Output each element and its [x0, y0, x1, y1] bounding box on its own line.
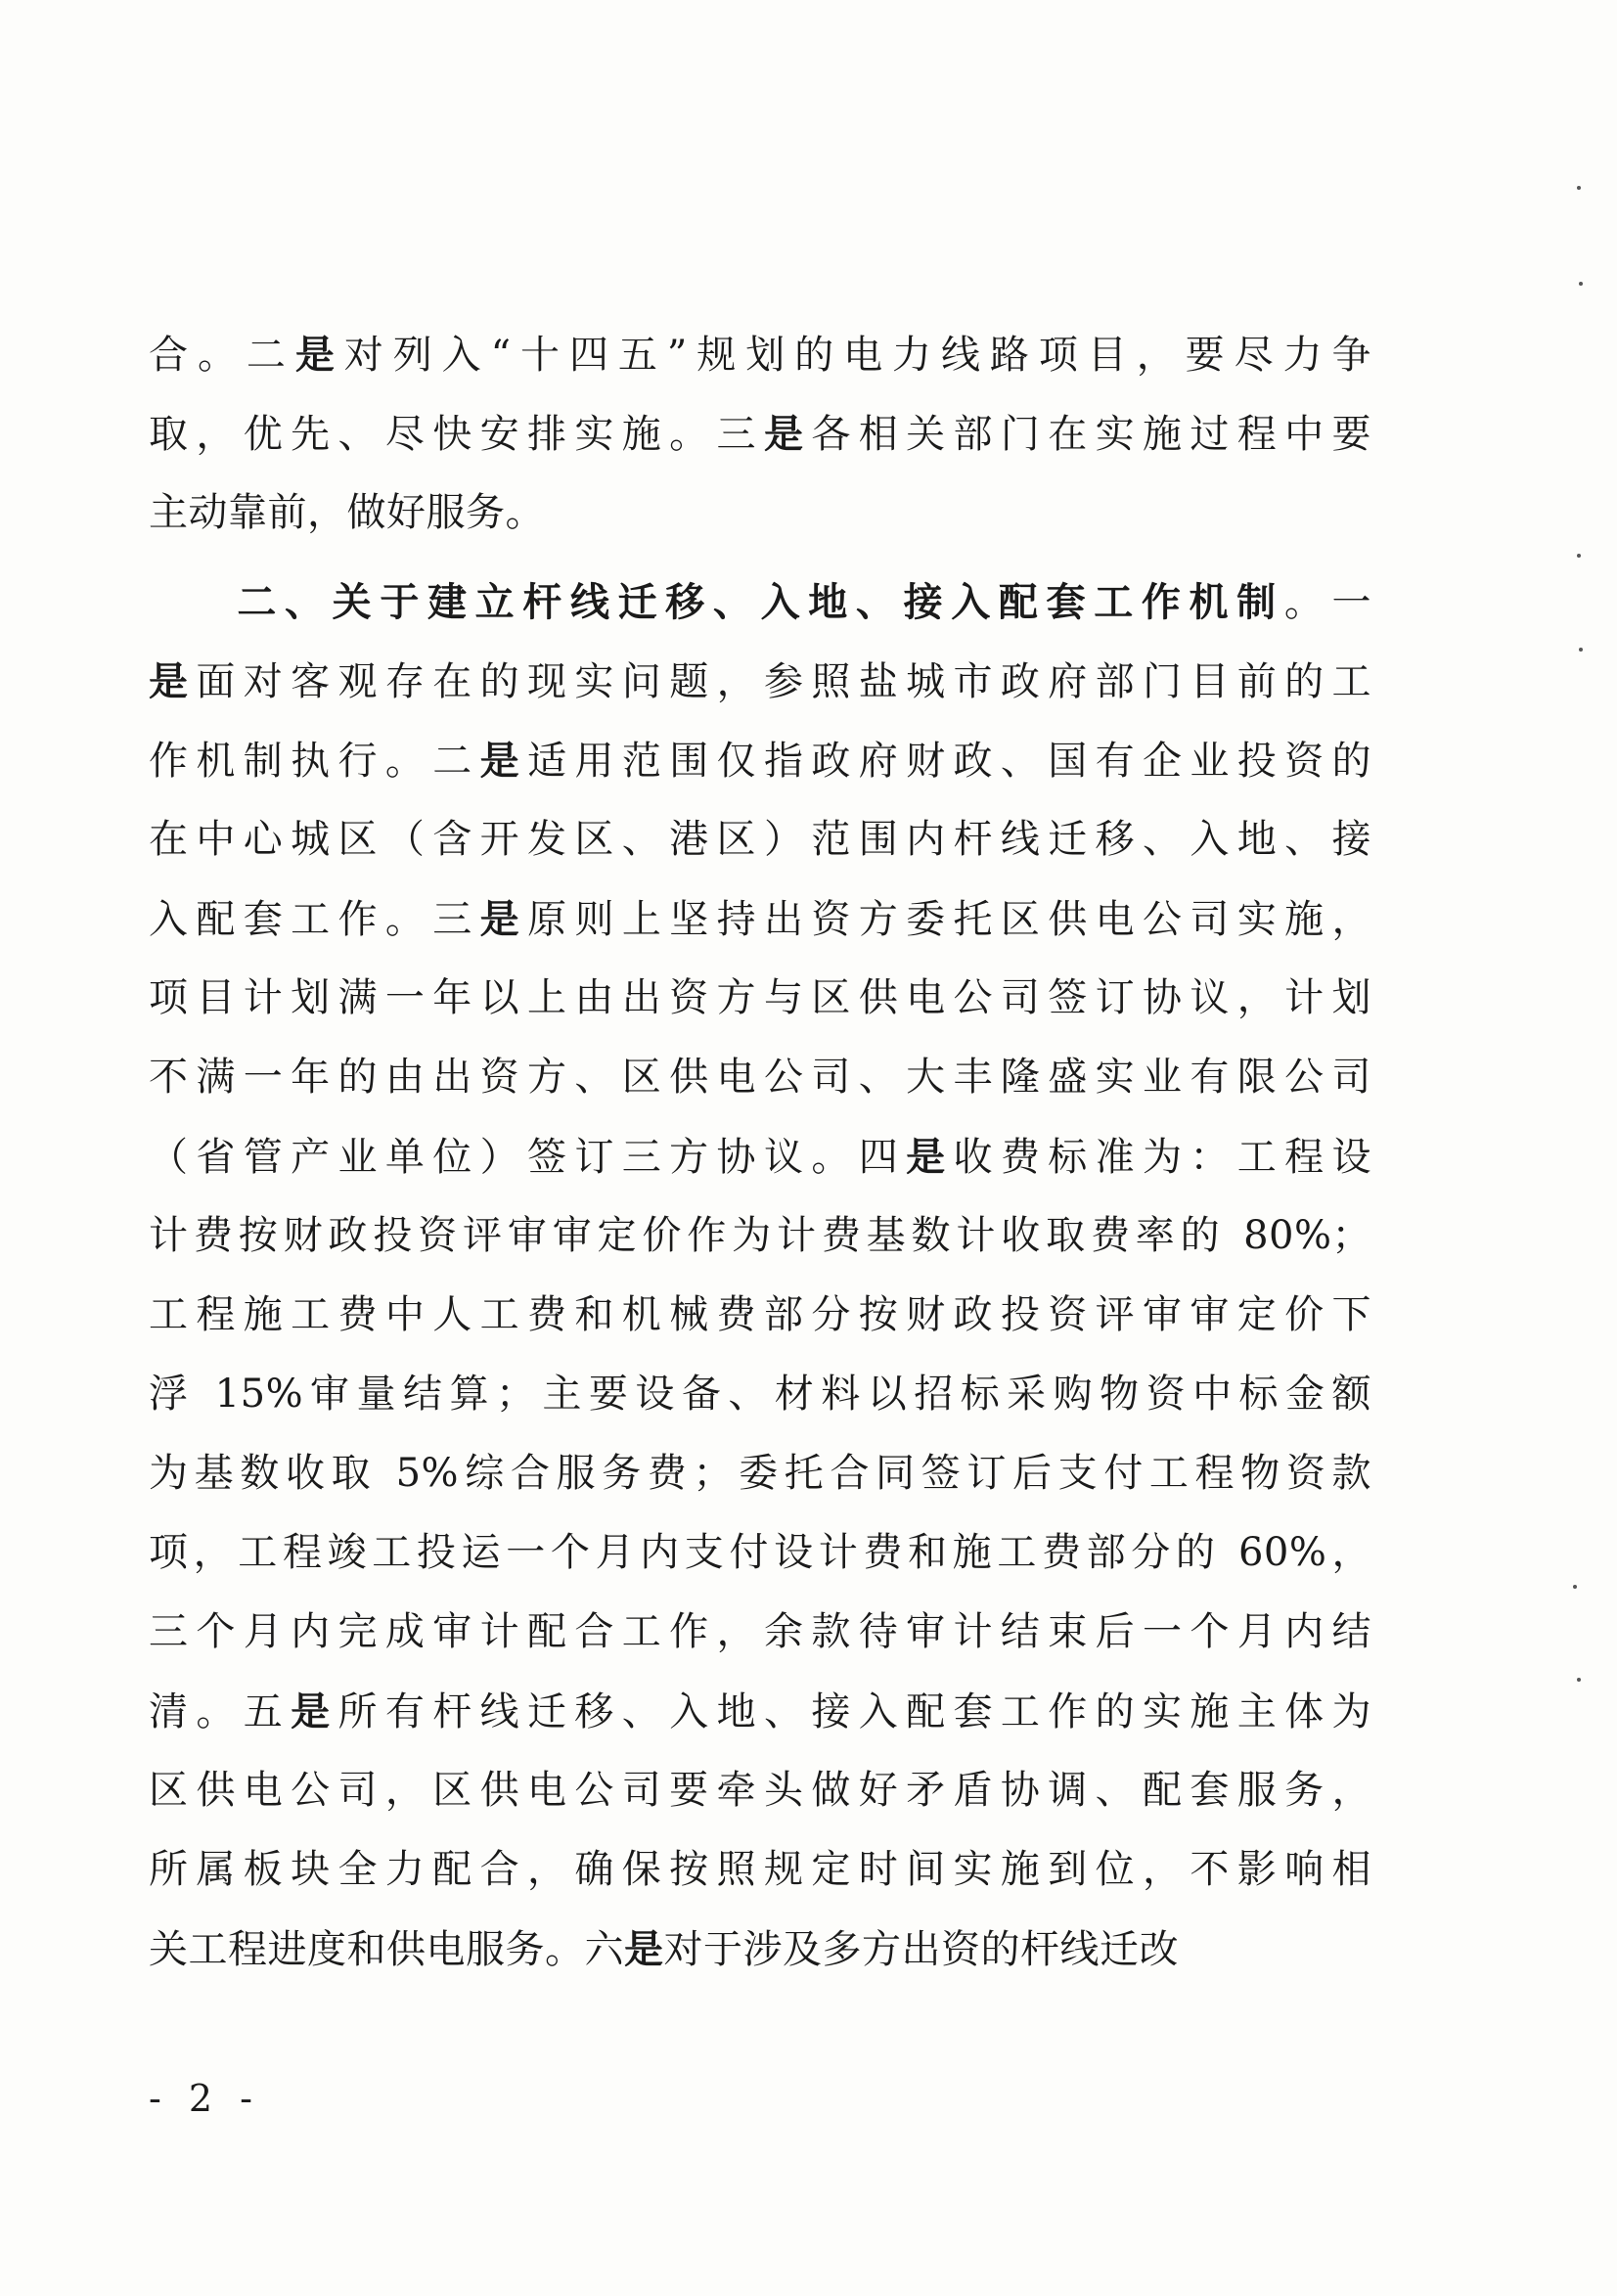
- text-segment: 不满一年的由出资方、区供电公司、大丰隆盛实业有限公司: [149, 1055, 1371, 1100]
- text-segment: 面对客观存在的现实问题，参照盐城市政府部门目前的工: [196, 659, 1372, 704]
- text-segment: 取，优先、尽快安排实施。三: [149, 412, 764, 457]
- text-line: [149, 1434, 1371, 1513]
- bold-text-segment: 是: [763, 411, 812, 457]
- text-segment: 为基数收取 5%综合服务费；委托合同签订后支付工程物资款: [149, 1451, 1371, 1496]
- text-line: [149, 1830, 1371, 1910]
- text-line: [149, 959, 1371, 1038]
- paragraph-2: [149, 563, 1371, 1989]
- text-segment: 项，工程竣工投运一个月内支付设计费和施工费部分的 60%，: [149, 1530, 1371, 1575]
- text-line: [149, 1593, 1371, 1672]
- text-line: [149, 1751, 1371, 1830]
- text-line: [149, 394, 1371, 473]
- bold-text-segment: 是: [294, 332, 344, 378]
- bold-text-segment: 是: [624, 1926, 664, 1972]
- bold-text-segment: 是: [149, 658, 197, 704]
- text-line: [149, 642, 1371, 721]
- bold-text-segment: 二、关于建立杆线迁移、入地、接入配套工作机制: [149, 579, 1284, 625]
- page-number: - 2 -: [149, 2077, 261, 2120]
- text-segment: 收费标准为：工程设: [953, 1135, 1372, 1180]
- text-line: [149, 1276, 1371, 1355]
- text-segment: 原则上坚持出资方委托区供电公司实施，: [527, 897, 1372, 942]
- text-segment: 作机制执行。二: [149, 739, 480, 784]
- text-segment: 在中心城区（含开发区、港区）范围内杆线迁移、入地、接: [149, 817, 1371, 862]
- document-body: [149, 315, 1371, 1989]
- text-segment: 适用范围仅指政府财政、国有企业投资的: [527, 739, 1372, 784]
- text-segment: 主动靠前，做好服务。: [149, 490, 545, 535]
- text-line: [149, 1117, 1371, 1196]
- text-segment: 所有杆线迁移、入地、接入配套工作的实施主体为: [337, 1689, 1372, 1734]
- text-line: [149, 879, 1371, 959]
- text-segment: 项目计划满一年以上由出资方与区供电公司签订协议，计划: [149, 975, 1371, 1020]
- text-segment: 。一: [1283, 580, 1372, 625]
- bold-text-segment: 是: [291, 1688, 338, 1734]
- scan-speck: [1577, 1678, 1581, 1682]
- text-segment: 对于涉及多方出资的杆线迁改: [663, 1927, 1179, 1972]
- text-segment: 各相关部门在实施过程中要: [811, 412, 1372, 457]
- text-segment: 浮 15%审量结算；主要设备、材料以招标采购物资中标金额: [149, 1372, 1371, 1417]
- text-segment: 所属板块全力配合，确保按照规定时间实施到位，不影响相: [149, 1847, 1371, 1892]
- bold-text-segment: 是: [906, 1134, 954, 1180]
- paragraph-1: [149, 315, 1371, 553]
- text-segment: 工程施工费中人工费和机械费部分按财政投资评审审定价下: [149, 1292, 1371, 1337]
- text-line: [149, 800, 1371, 879]
- text-segment: 清。五: [149, 1689, 292, 1734]
- text-segment: 入配套工作。三: [149, 897, 480, 942]
- text-line: [149, 563, 1371, 642]
- text-segment: 区供电公司，区供电公司要牵头做好矛盾协调、配套服务，: [149, 1768, 1371, 1813]
- scan-speck: [1577, 554, 1581, 558]
- text-line: [149, 1672, 1371, 1751]
- text-line: [149, 1910, 1371, 1989]
- text-segment: 三个月内完成审计配合工作，余款待审计结束后一个月内结: [149, 1609, 1371, 1654]
- text-line: [149, 473, 1371, 553]
- scan-speck: [1579, 648, 1583, 652]
- text-segment: 对列入“十四五”规划的电力线路项目，要尽力争: [343, 333, 1372, 378]
- bold-text-segment: 是: [479, 738, 528, 784]
- text-segment: 关工程进度和供电服务。六: [149, 1927, 624, 1972]
- scan-speck: [1579, 282, 1583, 286]
- text-segment: （省管产业单位）签订三方协议。四: [149, 1135, 907, 1180]
- scan-speck: [1577, 186, 1581, 190]
- text-line: [149, 315, 1371, 394]
- text-line: [149, 1355, 1371, 1434]
- text-line: [149, 1196, 1371, 1276]
- text-line: [149, 1513, 1371, 1593]
- scan-speck: [1573, 1585, 1577, 1589]
- text-line: [149, 721, 1371, 800]
- bold-text-segment: 是: [479, 896, 528, 942]
- text-segment: 计费按财政投资评审审定价作为计费基数计收取费率的 80%；: [149, 1213, 1371, 1258]
- text-segment: 合。二: [149, 333, 295, 378]
- text-line: [149, 1038, 1371, 1117]
